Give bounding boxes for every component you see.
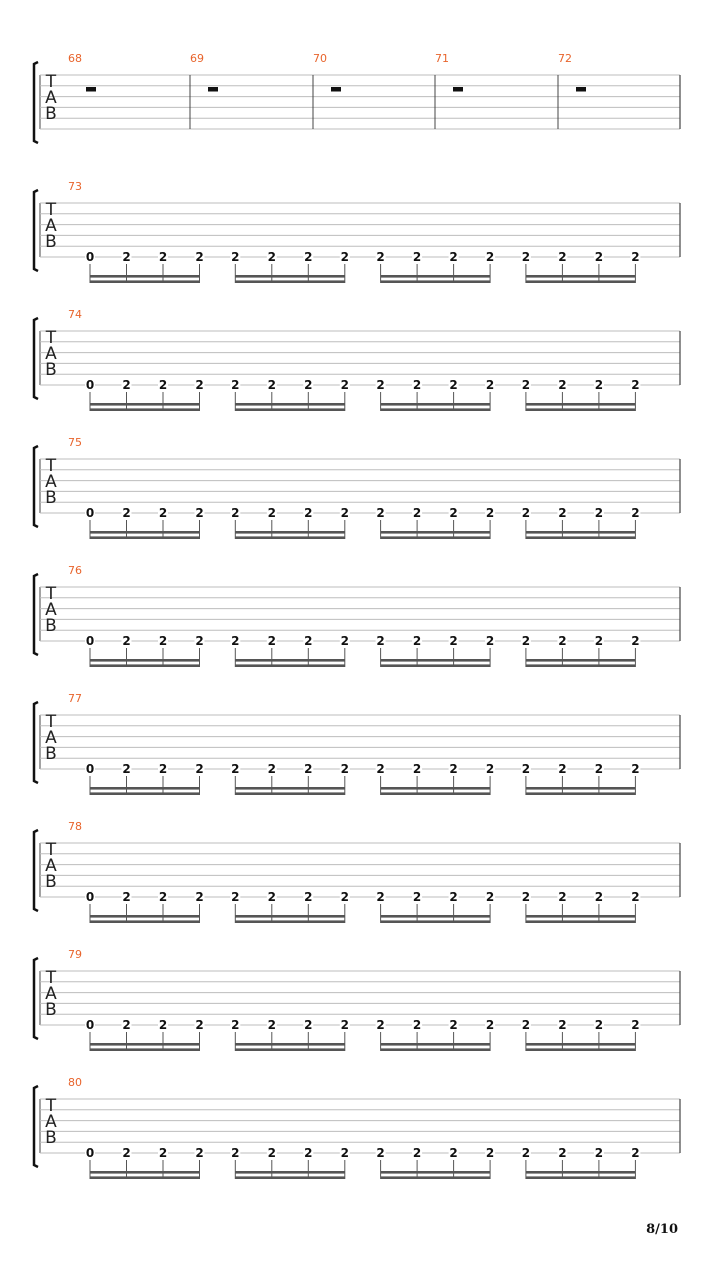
fret-number: 2 [267,506,276,520]
beam [381,664,491,667]
fret-number: 2 [412,762,422,776]
fret-number: 2 [340,634,349,648]
beam [381,787,491,790]
fret-number: 2 [195,890,204,904]
fret-number: 2 [195,762,204,776]
fret-number: 2 [376,250,385,264]
fret-number: 2 [485,378,495,392]
fret-number: 2 [558,250,567,264]
fret-number: 2 [558,506,567,520]
fret-number: 2 [158,250,168,264]
fret-number: 2 [267,762,276,776]
fret-number: 2 [594,378,604,392]
fret-number: 2 [122,890,131,904]
beam [526,915,636,918]
fret-number: 2 [412,378,422,392]
fret-number: 2 [594,506,604,520]
fret-number: 2 [195,634,204,648]
system-75 [34,436,680,539]
fret-number: 2 [340,762,349,776]
fret-number: 2 [122,1146,131,1160]
beam [526,664,636,667]
beam [90,275,200,278]
system-78 [34,820,680,923]
fret-number: 2 [594,1018,604,1032]
whole-rest [331,87,341,92]
system-73 [34,180,680,283]
tab-clef-letter: T [45,200,57,220]
fret-number: 2 [340,250,349,264]
beam [235,280,344,283]
fret-number: 2 [158,506,168,520]
beam [235,920,344,923]
beam [90,664,200,667]
system-76 [34,564,680,667]
measure-number: 72 [558,52,572,65]
tab-clef-letter: B [45,104,57,124]
beam [235,664,344,667]
measure-number: 71 [435,52,449,65]
fret-number: 2 [412,506,422,520]
fret-number: 2 [449,506,458,520]
fret-number: 2 [267,378,276,392]
fret-number: 2 [195,1018,204,1032]
fret-number: 2 [304,250,313,264]
beam [526,531,636,534]
beam [381,792,491,795]
fret-number: 2 [594,1146,604,1160]
beam [526,1043,636,1046]
fret-number: 2 [449,1018,458,1032]
beam [526,1176,636,1179]
fret-number: 2 [195,378,204,392]
staff-bracket [34,702,38,783]
fret-number: 2 [631,506,640,520]
fret-number: 2 [449,378,458,392]
system-79 [34,948,680,1051]
beam [381,920,491,923]
fret-number: 2 [449,762,458,776]
staff-bracket [34,958,38,1039]
tab-clef-letter: A [45,728,57,748]
fret-number: 2 [122,1018,131,1032]
tab-clef-letter: A [45,472,57,492]
fret-number: 2 [195,1146,204,1160]
beam [381,1171,491,1174]
staff-bracket [34,62,38,143]
fret-number: 2 [558,378,567,392]
measure-number: 79 [68,948,82,961]
fret-number: 2 [558,634,567,648]
fret-number: 2 [558,1018,567,1032]
fret-number: 2 [304,634,313,648]
tab-clef-letter: B [45,1000,57,1020]
tab-clef-letter: B [45,232,57,252]
system-first [34,52,680,143]
beam [235,792,344,795]
system-80 [34,1076,680,1179]
beam [381,1176,491,1179]
fret-number: 2 [631,250,640,264]
beam [526,275,636,278]
tab-clef-letter: B [45,1128,57,1148]
staff-bracket [34,190,38,271]
fret-number: 2 [122,762,131,776]
measure-number: 69 [190,52,204,65]
tab-clef-letter: A [45,856,57,876]
beam [381,403,491,406]
fret-number: 2 [521,506,531,520]
fret-number: 2 [485,1146,495,1160]
fret-number: 2 [485,250,495,264]
fret-number: 2 [412,250,422,264]
fret-number: 2 [376,1146,385,1160]
fret-number: 2 [231,506,240,520]
beam [235,787,344,790]
beam [90,531,200,534]
fret-number: 2 [158,1146,168,1160]
fret-number: 2 [376,378,385,392]
fret-number: 2 [485,762,495,776]
tab-clef-letter: T [45,456,57,476]
beam [90,659,200,662]
tab-clef-letter: A [45,984,57,1004]
beam [526,792,636,795]
fret-number: 2 [340,378,349,392]
fret-number: 2 [631,762,640,776]
whole-rest [86,87,96,92]
whole-rest [576,87,586,92]
fret-number: 2 [158,634,168,648]
whole-rest [453,87,463,92]
beam [235,531,344,534]
beam [526,280,636,283]
beam [235,408,344,411]
beam [90,1171,200,1174]
beam [381,1048,491,1051]
beam [90,1048,200,1051]
system-77 [34,692,680,795]
tab-clef-letter: T [45,584,57,604]
beam [526,403,636,406]
beam [381,1043,491,1046]
staff-bracket [34,830,38,911]
tab-clef-letter: T [45,1096,57,1116]
beam [235,1171,344,1174]
fret-number: 0 [85,506,95,520]
whole-rest [208,87,218,92]
fret-number: 2 [376,634,385,648]
tab-clef-letter: T [45,72,57,92]
beam [381,659,491,662]
fret-number: 2 [231,378,240,392]
fret-number: 2 [594,890,604,904]
beam [235,659,344,662]
tab-clef-letter: A [45,88,57,108]
fret-number: 2 [304,890,313,904]
beam [381,915,491,918]
beam [526,408,636,411]
tab-clef-letter: T [45,328,57,348]
tab-clef-letter: A [45,216,57,236]
fret-number: 2 [521,378,531,392]
fret-number: 2 [122,634,131,648]
fret-number: 2 [631,634,640,648]
measure-number: 75 [68,436,82,449]
fret-number: 2 [521,634,531,648]
tab-clef-letter: T [45,840,57,860]
tab-clef-letter: A [45,600,57,620]
beam [235,275,344,278]
beam [526,659,636,662]
fret-number: 2 [231,762,240,776]
fret-number: 2 [231,634,240,648]
measure-number: 68 [68,52,82,65]
fret-number: 2 [304,1146,313,1160]
fret-number: 2 [594,250,604,264]
fret-number: 2 [340,1146,349,1160]
beam [235,1176,344,1179]
beam [381,536,491,539]
measure-number: 70 [313,52,327,65]
staff-bracket [34,574,38,655]
fret-number: 2 [594,762,604,776]
tab-clef-letter: T [45,712,57,732]
measure-number: 78 [68,820,82,833]
fret-number: 2 [158,762,168,776]
beam [90,792,200,795]
beam [90,1043,200,1046]
system-74 [34,308,680,411]
tab-clef-letter: B [45,360,57,380]
beam [381,275,491,278]
fret-number: 2 [195,506,204,520]
beam [381,280,491,283]
staff-bracket [34,1086,38,1167]
fret-number: 2 [304,762,313,776]
beam [90,915,200,918]
fret-number: 2 [449,634,458,648]
fret-number: 2 [631,890,640,904]
beam [235,1048,344,1051]
fret-number: 2 [122,378,131,392]
fret-number: 2 [340,1018,349,1032]
fret-number: 2 [376,1018,385,1032]
fret-number: 2 [267,634,276,648]
staff-bracket [34,318,38,399]
beam [90,920,200,923]
fret-number: 2 [412,890,422,904]
tab-clef-letter: A [45,344,57,364]
beam [381,408,491,411]
fret-number: 2 [485,890,495,904]
fret-number: 2 [449,890,458,904]
fret-number: 2 [412,1018,422,1032]
fret-number: 2 [158,890,168,904]
fret-number: 2 [340,506,349,520]
fret-number: 0 [85,1018,95,1032]
fret-number: 2 [267,250,276,264]
fret-number: 2 [122,506,131,520]
measure-number: 74 [68,308,82,321]
fret-number: 2 [231,1146,240,1160]
fret-number: 2 [412,634,422,648]
fret-number: 2 [195,250,204,264]
measure-number: 73 [68,180,82,193]
fret-number: 2 [521,890,531,904]
fret-number: 2 [558,1146,567,1160]
beam [381,531,491,534]
fret-number: 2 [631,378,640,392]
beam [526,536,636,539]
beam [526,920,636,923]
fret-number: 0 [85,890,95,904]
fret-number: 2 [267,1018,276,1032]
fret-number: 2 [340,890,349,904]
fret-number: 2 [304,378,313,392]
fret-number: 2 [485,634,495,648]
tab-clef-letter: B [45,872,57,892]
fret-number: 2 [485,1018,495,1032]
fret-number: 2 [558,890,567,904]
measure-number: 76 [68,564,82,577]
fret-number: 2 [376,762,385,776]
fret-number: 2 [376,506,385,520]
beam [90,1176,200,1179]
fret-number: 2 [304,1018,313,1032]
tab-clef-letter: T [45,968,57,988]
fret-number: 2 [558,762,567,776]
measure-number: 80 [68,1076,82,1089]
beam [90,280,200,283]
tab-clef-letter: B [45,488,57,508]
fret-number: 0 [85,1146,95,1160]
fret-number: 2 [594,634,604,648]
fret-number: 2 [376,890,385,904]
fret-number: 2 [267,1146,276,1160]
fret-number: 2 [521,1146,531,1160]
beam [235,915,344,918]
staff-bracket [34,446,38,527]
fret-number: 2 [122,250,131,264]
fret-number: 0 [85,634,95,648]
beam [526,1048,636,1051]
beam [90,403,200,406]
fret-number: 0 [85,378,95,392]
fret-number: 2 [631,1018,640,1032]
fret-number: 2 [485,506,495,520]
beam [90,536,200,539]
beam [235,1043,344,1046]
beam [235,403,344,406]
fret-number: 2 [521,762,531,776]
beam [526,1171,636,1174]
beam [235,536,344,539]
fret-number: 2 [231,890,240,904]
fret-number: 2 [412,1146,422,1160]
fret-number: 2 [158,1018,168,1032]
fret-number: 2 [158,378,168,392]
beam [90,408,200,411]
fret-number: 0 [85,762,95,776]
fret-number: 2 [231,250,240,264]
measure-number: 77 [68,692,82,705]
fret-number: 2 [521,1018,531,1032]
fret-number: 2 [449,250,458,264]
fret-number: 2 [631,1146,640,1160]
page-number: 8/10 [646,1222,678,1237]
fret-number: 0 [85,250,95,264]
fret-number: 2 [449,1146,458,1160]
beam [526,787,636,790]
fret-number: 2 [304,506,313,520]
fret-number: 2 [267,890,276,904]
fret-number: 2 [521,250,531,264]
fret-number: 2 [231,1018,240,1032]
tab-clef-letter: A [45,1112,57,1132]
tab-clef-letter: B [45,616,57,636]
beam [90,787,200,790]
tab-clef-letter: B [45,744,57,764]
